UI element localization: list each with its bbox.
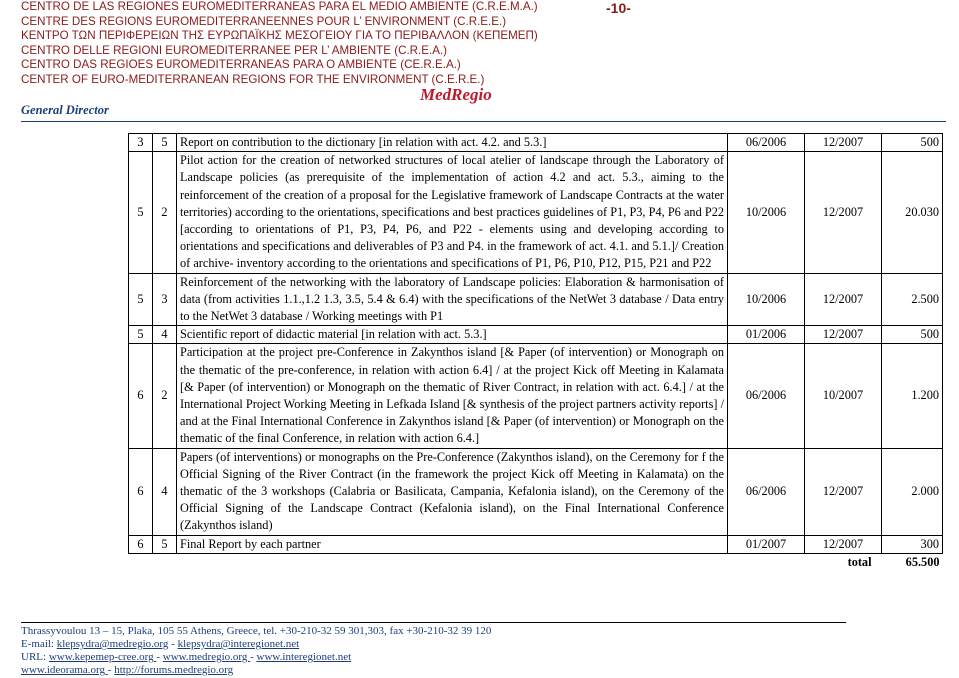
web-link-2[interactable]: http://forums.medregio.org bbox=[114, 664, 234, 676]
header-line-fr: CENTRE DES REGIONS EUROMEDITERRANEENNES POUR L’ ENVIRONMENT (C.R.E.E.) bbox=[21, 14, 507, 28]
end-date: 12/2007 bbox=[805, 134, 882, 152]
start-date: 06/2006 bbox=[728, 344, 805, 448]
footer-address: Thrassyvoulou 13 – 15, Plaka, 105 55 Athens, Greece, tel. +30-210-32 59 301,303, fax +30-210-32 39 120 bbox=[21, 625, 492, 637]
activity-number: 6 bbox=[129, 535, 153, 553]
footer-email-line bbox=[21, 638, 491, 651]
footer bbox=[21, 625, 491, 677]
action-description: Pilot action for the creation of networked structures of local atelier of landscape through the Laboratory of Landscape policies (as prerequisite of the implementation of action 4.2 and act. 5.3., aiming to the reinforcement of the creation of a proposal for the Legislative framework of Landscape Contracts at the water territories) according to the orientations, specifications and best practices guidelines of P1, P3, P4, P6 and P22 [according to orientations of P1, P3, P4, P6, and P22 - elements using and developing according to orientations and specifications and deliverables of P3 and P4. in the framework of act. 4.1. and 5.1.]/ Creation of archive- inventory according to the orientations and specifications of P1, P6, P10, P12, P15, P21 and P22 bbox=[177, 152, 728, 273]
header-divider bbox=[21, 121, 946, 122]
email-link-1[interactable]: klepsydra@medregio.org bbox=[56, 638, 169, 650]
email-separator: - bbox=[168, 638, 178, 650]
table-row bbox=[129, 326, 943, 344]
url-separator-2: - bbox=[250, 651, 257, 663]
email-link-2[interactable]: klepsydra@interegionet.net bbox=[177, 638, 300, 650]
url-link-1[interactable]: www.kepemep-cree.org bbox=[48, 651, 157, 663]
action-description: Final Report by each partner bbox=[177, 535, 728, 553]
amount: 300 bbox=[882, 535, 943, 553]
end-date: 10/2007 bbox=[805, 344, 882, 448]
action-number: 3 bbox=[153, 273, 177, 326]
start-date: 10/2006 bbox=[728, 152, 805, 273]
role-title: General Director bbox=[21, 103, 109, 117]
amount: 500 bbox=[882, 134, 943, 152]
end-date: 12/2007 bbox=[805, 535, 882, 553]
end-date: 12/2007 bbox=[805, 273, 882, 326]
start-date: 01/2006 bbox=[728, 326, 805, 344]
total-label: total bbox=[847, 554, 872, 569]
activity-number: 5 bbox=[129, 326, 153, 344]
total-value: 65.500 bbox=[905, 554, 940, 569]
end-date: 12/2007 bbox=[805, 152, 882, 273]
action-number: 2 bbox=[153, 152, 177, 273]
activity-number: 5 bbox=[129, 152, 153, 273]
header-line-it: CENTRO DELLE REGIONI EUROMEDITERRANEE PER L’ AMBIENTE (C.R.E.A.) bbox=[21, 43, 448, 57]
activity-number: 3 bbox=[129, 134, 153, 152]
footer-web-line bbox=[21, 664, 491, 677]
url-separator-1: - bbox=[156, 651, 163, 663]
header-line-es: CENTRO DE LAS REGIONES EUROMEDITERRANEAS PARA EL MEDIO AMBIENTE (C.R.E.M.A.) bbox=[21, 0, 538, 13]
footer-divider bbox=[21, 622, 846, 623]
start-date: 10/2006 bbox=[728, 273, 805, 326]
url-link-3[interactable]: www.interegionet.net bbox=[256, 651, 352, 663]
amount: 500 bbox=[882, 326, 943, 344]
start-date: 06/2006 bbox=[728, 134, 805, 152]
header-line-gr: ΚΕΝΤΡΟ ΤΩΝ ΠΕΡΙΦΕΡΕΙΩΝ ΤΗΣ ΕΥΡΩΠΑΪΚΗΣ ΜΕΣΟΓΕΙΟΥ ΓΙΑ ΤΟ ΠΕΡΙΒΑΛΛΟΝ (ΚΕΠΕΜΕΠ) bbox=[21, 29, 538, 42]
action-number: 2 bbox=[153, 344, 177, 448]
amount: 20.030 bbox=[882, 152, 943, 273]
table-row bbox=[129, 152, 943, 273]
page-number: -10- bbox=[606, 0, 631, 16]
footer-url-line bbox=[21, 651, 491, 664]
action-description: Reinforcement of the networking with the laboratory of Landscape policies: Elaboration & harmonisation of data (from activities 1.1.,1.2 1.3, 3.5, 5.4 & 6.4) with the specifications of the NetWet 3 database / Data entry to the NetWet 3 database / Working meetings with P1 bbox=[177, 273, 728, 326]
action-description: Papers (of interventions) or monographs on the Pre-Conference (Zakynthos island), on the Ceremony for f the Official Signing of the River Contract (in the framework the project Kick off Meeting in Kalamata) on the thematic of the 3 workshops (Calabria or Basilicata, Campania, Kefalonia island), on the Ceremony of the Official Signing of the Landscape Contract (Kefalonia island), on the Final International Conference (Zakynthos island) bbox=[177, 448, 728, 535]
action-description: Report on contribution to the dictionary [in relation with act. 4.2. and 5.3.] bbox=[177, 134, 728, 152]
amount: 2.500 bbox=[882, 273, 943, 326]
action-number: 5 bbox=[153, 535, 177, 553]
action-description: Scientific report of didactic material [in relation with act. 5.3.] bbox=[177, 326, 728, 344]
amount: 1.200 bbox=[882, 344, 943, 448]
activity-number: 6 bbox=[129, 344, 153, 448]
start-date: 01/2007 bbox=[728, 535, 805, 553]
budget-table bbox=[128, 133, 943, 571]
table-row bbox=[129, 273, 943, 326]
brand-logo-text: MedRegio bbox=[420, 85, 492, 104]
url-prefix: URL: bbox=[21, 651, 49, 663]
action-number: 4 bbox=[153, 326, 177, 344]
letterhead bbox=[21, 0, 821, 87]
table-row bbox=[129, 535, 943, 553]
header-line-en: CENTER OF EURO-MEDITERRANEAN REGIONS FOR THE ENVIRONMENT (C.E.R.E.) bbox=[21, 72, 485, 86]
end-date: 12/2007 bbox=[805, 326, 882, 344]
activity-number: 6 bbox=[129, 448, 153, 535]
email-prefix: E-mail: bbox=[21, 638, 57, 650]
web-link-1[interactable]: www.ideorama.org bbox=[21, 664, 108, 676]
table-row bbox=[129, 344, 943, 448]
action-description: Participation at the project pre-Conference in Zakynthos island [& Paper (of intervention) or Monograph on the thematic of the pre-conference, in relation with action 6.4] / at the project Kick off Meeting in Kalamata [& Paper (of intervention) or Monograph on the thematic of River Contract, in relation with act. 6.4.] / at the International Project Working Meeting in Lefkada Island [& synthesis of the project partners activity reports] / and at the Final International Conference in Zakynthos island [& Paper (of intervention) or Monograph on the thematic of the final Conference, in relation with action 6.4.] bbox=[177, 344, 728, 448]
table-row bbox=[129, 134, 943, 152]
header-line-pt: CENTRO DAS REGIOES EUROMEDITERRANEAS PARA O AMBIENTE (CE.R.E.A.) bbox=[21, 58, 461, 71]
activity-number: 5 bbox=[129, 273, 153, 326]
action-number: 4 bbox=[153, 448, 177, 535]
url-link-2[interactable]: www.medregio.org bbox=[162, 651, 251, 663]
end-date: 12/2007 bbox=[805, 448, 882, 535]
action-number: 5 bbox=[153, 134, 177, 152]
start-date: 06/2006 bbox=[728, 448, 805, 535]
table-row bbox=[129, 448, 943, 535]
web-separator: - bbox=[107, 664, 115, 676]
total-row bbox=[129, 553, 943, 571]
amount: 2.000 bbox=[882, 448, 943, 535]
